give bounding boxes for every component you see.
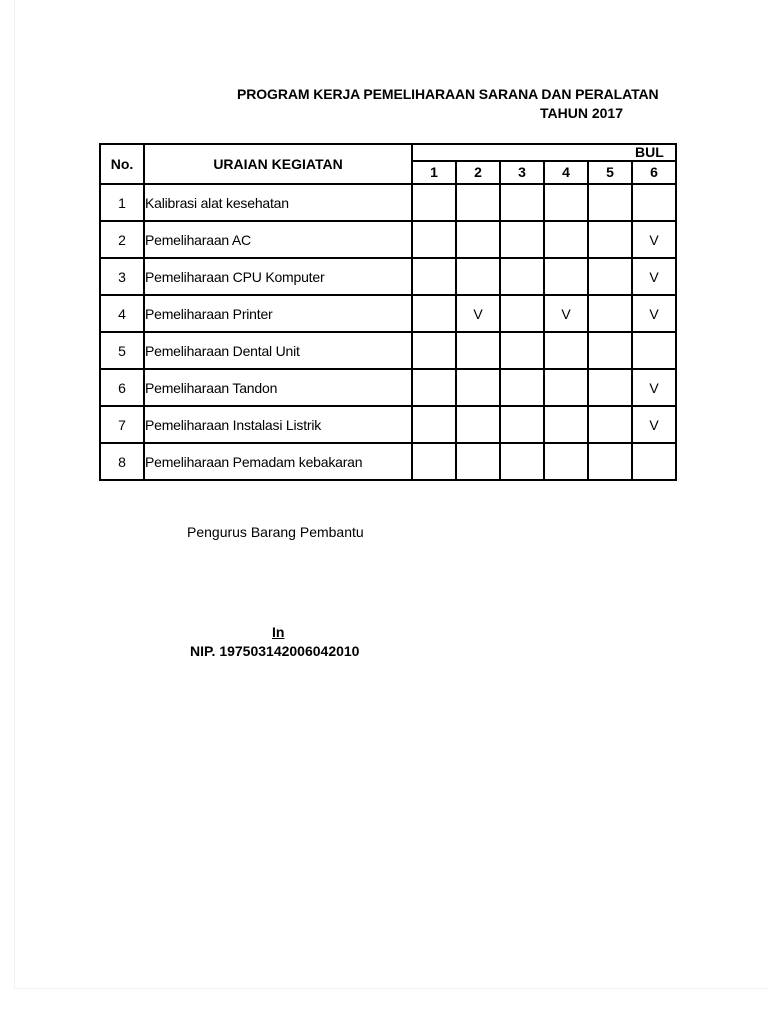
month-5-mark [588,258,632,295]
month-1-mark [412,443,456,480]
header-row [100,144,676,161]
activity-description: Pemeliharaan AC [144,221,412,258]
month-6-mark: V [632,369,676,406]
activity-description: Pemeliharaan Dental Unit [144,332,412,369]
month-2-mark [456,221,500,258]
activity-description: Pemeliharaan Instalasi Listrik [144,406,412,443]
month-header-3: 3 [500,161,544,184]
activity-description: Kalibrasi alat kesehatan [144,184,412,221]
month-3-mark [500,406,544,443]
month-1-mark [412,221,456,258]
row-number: 3 [100,258,144,295]
month-3-mark [500,184,544,221]
month-6-mark [632,332,676,369]
month-1-mark [412,369,456,406]
column-header-bulan [412,144,676,161]
month-3-mark [500,369,544,406]
month-2-mark: V [456,295,500,332]
table-row [100,443,676,480]
month-2-mark [456,258,500,295]
month-4-mark [544,443,588,480]
month-1-mark [412,295,456,332]
month-4-mark: V [544,295,588,332]
activity-description: Pemeliharaan Printer [144,295,412,332]
month-5-mark [588,221,632,258]
signature-nip: NIP. 197503142006042010 [190,643,360,659]
month-5-mark [588,332,632,369]
document-page [14,0,768,989]
month-3-mark [500,295,544,332]
month-6-mark: V [632,295,676,332]
month-4-mark [544,406,588,443]
table-row [100,258,676,295]
month-4-mark [544,184,588,221]
table-body [100,184,676,480]
month-5-mark [588,443,632,480]
month-header-1: 1 [412,161,456,184]
table-row [100,295,676,332]
document-subtitle: TAHUN 2017 [540,105,623,121]
signature-name: In [272,624,285,640]
month-4-mark [544,258,588,295]
month-3-mark [500,332,544,369]
column-header-uraian: URAIAN KEGIATAN [144,144,412,184]
month-4-mark [544,332,588,369]
month-5-mark [588,369,632,406]
table-row [100,184,676,221]
month-6-mark: V [632,221,676,258]
month-6-mark: V [632,258,676,295]
month-6-mark [632,184,676,221]
month-6-mark: V [632,406,676,443]
month-2-mark [456,406,500,443]
month-2-mark [456,369,500,406]
month-header-4: 4 [544,161,588,184]
table-row [100,406,676,443]
month-1-mark [412,184,456,221]
work-program-table [99,143,677,481]
month-6-mark [632,443,676,480]
month-1-mark [412,406,456,443]
activity-description: Pemeliharaan Pemadam kebakaran [144,443,412,480]
table-row [100,332,676,369]
month-3-mark [500,221,544,258]
row-number: 4 [100,295,144,332]
row-number: 2 [100,221,144,258]
month-4-mark [544,369,588,406]
month-1-mark [412,332,456,369]
column-header-no: No. [100,144,144,184]
table-row [100,221,676,258]
row-number: 7 [100,406,144,443]
signature-label: Pengurus Barang Pembantu [187,524,364,540]
month-4-mark [544,221,588,258]
month-1-mark [412,258,456,295]
row-number: 8 [100,443,144,480]
row-number: 1 [100,184,144,221]
bulan-label: BUL [635,144,664,161]
document-title: PROGRAM KERJA PEMELIHARAAN SARANA DAN PERALATAN [237,86,659,102]
month-2-mark [456,443,500,480]
activity-description: Pemeliharaan Tandon [144,369,412,406]
month-5-mark [588,295,632,332]
month-2-mark [456,332,500,369]
month-header-2: 2 [456,161,500,184]
table-row [100,369,676,406]
row-number: 5 [100,332,144,369]
month-3-mark [500,443,544,480]
month-header-5: 5 [588,161,632,184]
month-3-mark [500,258,544,295]
month-5-mark [588,184,632,221]
activity-description: Pemeliharaan CPU Komputer [144,258,412,295]
month-header-6: 6 [632,161,676,184]
row-number: 6 [100,369,144,406]
month-5-mark [588,406,632,443]
month-2-mark [456,184,500,221]
